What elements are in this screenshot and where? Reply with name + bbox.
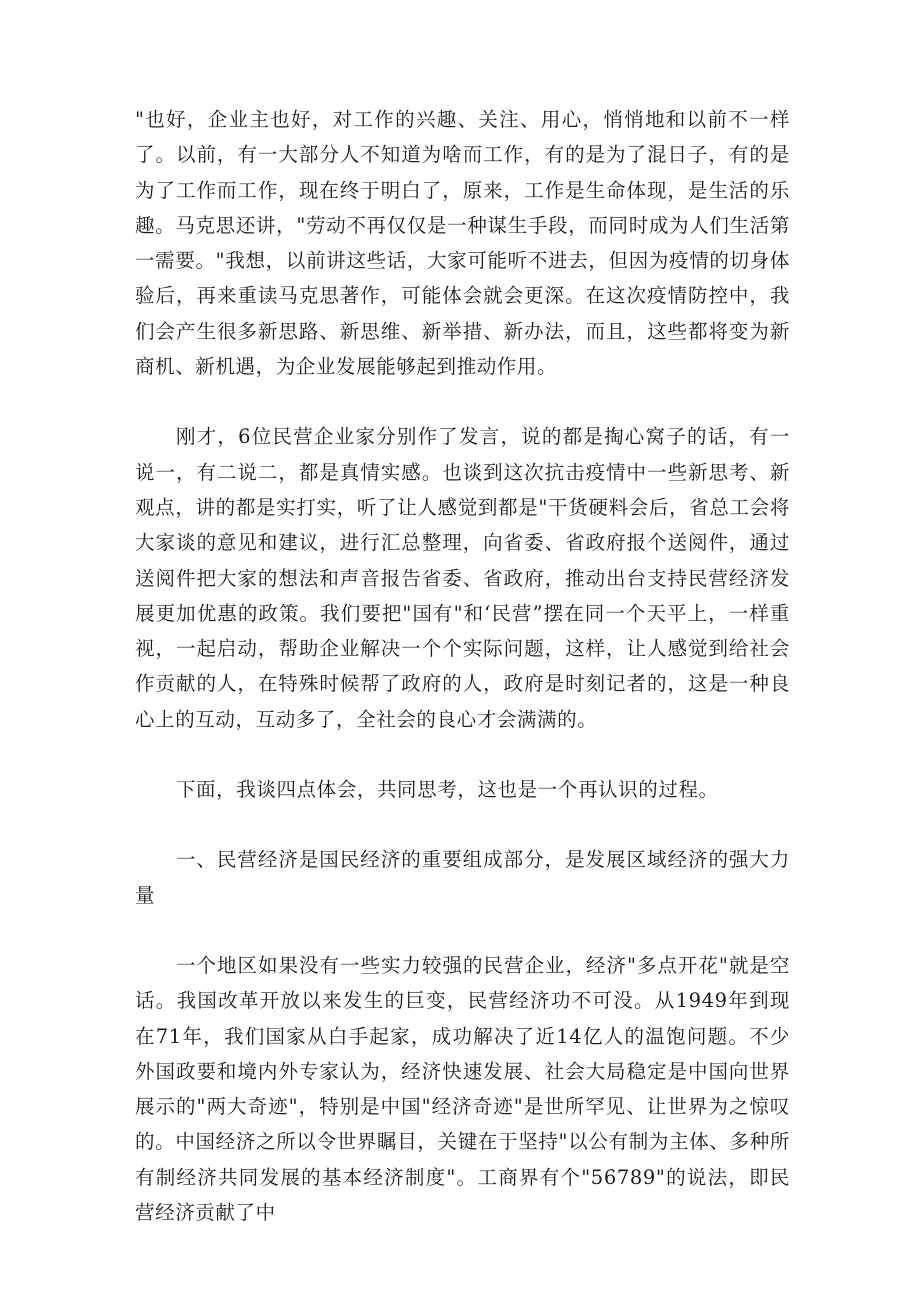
paragraph-spacer [135, 807, 790, 842]
section-heading-one: 一、民营经济是国民经济的重要组成部分，是发展区域经济的强大力量 [135, 848, 790, 907]
paragraph-enterprise-speeches: 刚才，6位民营企业家分别作了发言，说的都是掏心窝子的话，有一说一，有二说二，都是真情实感。也谈到这次抗击疫情中一些新思考、新观点，讲的都是实打实，听了让人感觉到都是"干货硬料会后，省总工会将大家谈的意见和建议，进行汇总整理，向省委、省政府报个送阅件，通过送阅件把大家的想法和声音报告省委、省政府，推动出台支持民营经济发展更加优惠的政策。我们要把"国有"和‘民营”摆在同一个天平上，一样重视，一起启动，帮助企业解决一个个实际问题，这样，让人感觉到给社会作贡献的人，在特殊时候帮了政府的人，政府是时刻记者的，这是一种良心上的互动，互动多了，全社会的良心才会满满的。 [135, 425, 790, 731]
paragraph-spacer [135, 913, 790, 948]
paragraph-four-points-intro: 下面，我谈四点体会，共同思考，这也是一个再认识的过程。 [175, 778, 719, 802]
document-body [135, 102, 790, 1230]
paragraph-private-economy: 一个地区如果没有一些实力较强的民营企业，经济"多点开花"就是空话。我国改革开放以来发生的巨变，民营经济功不可没。从1949年到现在71年，我们国家从白手起家，成功解决了近14亿人的温饱问题。不少外国政要和境内外专家认为，经济快速发展、社会大局稳定是中国向世界展示的"两大奇迹"，特别是中国"经济奇迹"是世所罕见、让世界为之惊叹的。中国经济之所以令世界瞩目，关键在于坚持"以公有制为主体、多种所有制经济共同发展的基本经济制度"。工商界有个"56789"的说法，即民营经济贡献了中 [135, 953, 790, 1225]
paragraph-spacer [135, 737, 790, 772]
paragraph-continuation: "也好，企业主也好，对工作的兴趣、关注、用心，悄悄地和以前不一样了。以前，有一大部分人不知道为啥而工作，有的是为了混日子，有的是为了工作而工作，现在终于明白了，原来，工作是生命体现，是生活的乐趣。马克思还讲，"劳动不再仅仅是一种谋生手段，而同时成为人们生活第一需要。"我想，以前讲这些话，大家可能听不进去，但因为疫情的切身体验后，再来重读马克思著作，可能体会就会更深。在这次疫情防控中，我们会产生很多新思路、新思维、新举措、新办法，而且，这些都将变为新商机、新机遇，为企业发展能够起到推动作用。 [135, 108, 790, 379]
paragraph-spacer [135, 384, 790, 419]
